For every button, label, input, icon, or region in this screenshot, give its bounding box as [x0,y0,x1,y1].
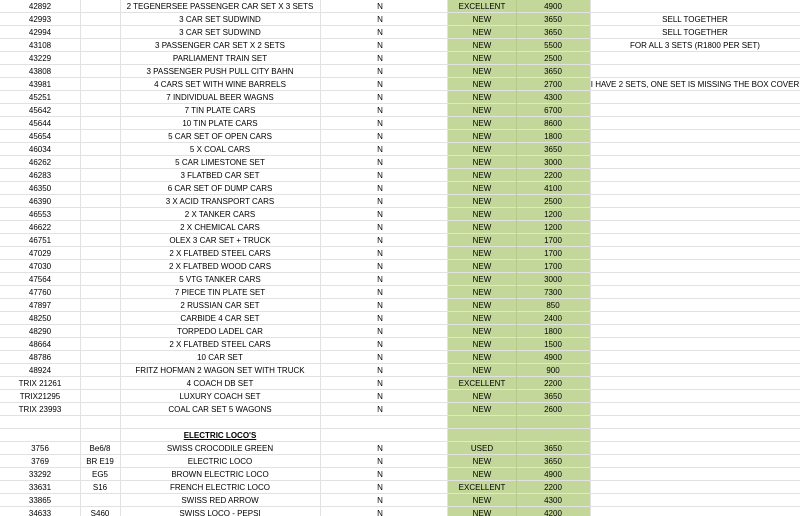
condition-cell[interactable]: NEW [448,208,516,221]
description-cell[interactable]: FRITZ HOFMAN 2 WAGON SET WITH TRUCK [135,366,305,375]
price-cell[interactable]: 4900 [516,0,590,13]
item-code-cell[interactable]: 33865 [28,496,52,505]
price-cell[interactable]: 2600 [516,403,590,416]
price-cell[interactable]: 4900 [516,468,590,481]
condition-cell[interactable]: NEW [448,260,516,273]
condition-cell[interactable]: NEW [448,221,516,234]
price-cell[interactable]: 8600 [516,117,590,130]
condition-cell[interactable]: NEW [448,143,516,156]
description-cell[interactable]: CARBIDE 4 CAR SET [180,314,260,323]
condition-cell[interactable]: NEW [448,169,516,182]
flag-cell[interactable]: N [377,379,383,388]
condition-cell[interactable]: EXCELLENT [448,377,516,390]
flag-cell[interactable]: N [377,496,383,505]
description-cell[interactable]: 4 CARS SET WITH WINE BARRELS [154,80,286,89]
note-cell[interactable]: SELL TOGETHER [662,28,728,37]
item-code-cell[interactable]: 43108 [28,41,52,50]
description-cell[interactable]: ELECTRIC LOCO [187,457,253,466]
condition-cell[interactable]: NEW [448,338,516,351]
condition-cell[interactable]: NEW [448,130,516,143]
item-code-cell[interactable]: 46390 [28,197,52,206]
description-cell[interactable]: 2 X CHEMICAL CARS [180,223,260,232]
price-cell[interactable]: 1500 [516,338,590,351]
condition-cell[interactable]: NEW [448,234,516,247]
loco-type-cell[interactable]: S16 [92,483,108,492]
price-cell[interactable]: 1800 [516,130,590,143]
flag-cell[interactable]: N [377,470,383,479]
price-cell[interactable]: 4300 [516,91,590,104]
flag-cell[interactable]: N [377,314,383,323]
price-cell[interactable]: 7300 [516,286,590,299]
column-gridline [590,0,591,516]
price-cell[interactable]: 5500 [516,39,590,52]
description-cell[interactable]: 3 PASSENGER CAR SET X 2 SETS [155,41,285,50]
description-cell[interactable]: 3 FLATBED CAR SET [180,171,260,180]
column-gridline [120,0,121,516]
price-cell[interactable]: 1700 [516,234,590,247]
loco-type-cell[interactable]: BR E19 [86,457,114,466]
price-cell[interactable]: 850 [516,299,590,312]
description-cell[interactable]: 5 CAR SET OF OPEN CARS [168,132,272,141]
price-cell[interactable]: 3650 [516,455,590,468]
description-cell[interactable]: 5 CAR LIMESTONE SET [175,158,265,167]
item-code-cell[interactable]: 48664 [28,340,52,349]
price-cell[interactable]: 2200 [516,377,590,390]
condition-cell[interactable]: NEW [448,312,516,325]
item-code-cell[interactable]: TRIX21295 [19,392,61,401]
condition-cell[interactable]: NEW [448,494,516,507]
flag-cell[interactable]: N [377,132,383,141]
item-code-cell[interactable]: 47564 [28,275,52,284]
flag-cell[interactable]: N [377,262,383,271]
item-code-cell[interactable]: 45251 [28,93,52,102]
condition-cell[interactable]: NEW [448,507,516,516]
column-gridline [320,0,321,516]
price-cell[interactable]: 2200 [516,169,590,182]
note-cell[interactable]: FOR ALL 3 SETS (R1800 PER SET) [630,41,760,50]
condition-cell[interactable]: NEW [448,273,516,286]
price-cell[interactable]: 6700 [516,104,590,117]
description-cell[interactable]: 3 PASSENGER PUSH PULL CITY BAHN [146,67,294,76]
description-cell[interactable]: 2 RUSSIAN CAR SET [180,301,260,310]
item-code-cell[interactable]: 34633 [28,509,52,516]
price-cell[interactable]: 3650 [516,143,590,156]
condition-cell[interactable]: NEW [448,403,516,416]
price-cell[interactable]: 1200 [516,208,590,221]
condition-cell[interactable]: NEW [448,364,516,377]
item-code-cell[interactable]: 33292 [28,470,52,479]
price-cell[interactable]: 2500 [516,195,590,208]
item-code-cell[interactable]: 3756 [31,444,49,453]
description-cell[interactable]: LUXURY COACH SET [179,392,261,401]
price-cell[interactable]: 3000 [516,156,590,169]
flag-cell[interactable]: N [377,41,383,50]
description-cell[interactable]: 7 TIN PLATE CARS [184,106,256,115]
flag-cell[interactable]: N [377,340,383,349]
note-cell[interactable]: I HAVE 2 SETS, ONE SET IS MISSING THE BOX COVER [590,80,800,89]
section-title[interactable]: ELECTRIC LOCO'S [183,431,257,440]
item-code-cell[interactable]: 48250 [28,314,52,323]
item-code-cell[interactable]: 45654 [28,132,52,141]
loco-type-cell[interactable]: EG5 [91,470,108,479]
flag-cell[interactable]: N [377,327,383,336]
flag-cell[interactable]: N [377,366,383,375]
flag-cell[interactable]: N [377,275,383,284]
description-cell[interactable]: OLEX 3 CAR SET + TRUCK [169,236,271,245]
price-cell[interactable]: 900 [516,364,590,377]
price-cell[interactable]: 2200 [516,481,590,494]
item-code-cell[interactable]: 46262 [28,158,52,167]
flag-cell[interactable]: N [377,457,383,466]
item-code-cell[interactable]: 45642 [28,106,52,115]
condition-cell[interactable]: NEW [448,52,516,65]
condition-cell[interactable]: NEW [448,325,516,338]
flag-cell[interactable]: N [377,353,383,362]
flag-cell[interactable]: N [377,236,383,245]
price-cell[interactable]: 3000 [516,273,590,286]
item-code-cell[interactable]: 46622 [28,223,52,232]
flag-cell[interactable]: N [377,106,383,115]
price-cell[interactable]: 2500 [516,52,590,65]
description-cell[interactable]: BROWN ELECTRIC LOCO [171,470,269,479]
item-code-cell[interactable]: 47030 [28,262,52,271]
item-code-cell[interactable]: 33631 [28,483,52,492]
price-cell[interactable]: 1200 [516,221,590,234]
price-cell[interactable]: 4300 [516,494,590,507]
flag-cell[interactable]: N [377,509,383,516]
condition-cell[interactable]: EXCELLENT [448,481,516,494]
condition-cell[interactable]: EXCELLENT [448,0,516,13]
flag-cell[interactable]: N [377,158,383,167]
flag-cell[interactable]: N [377,184,383,193]
description-cell[interactable]: TORPEDO LADEL CAR [177,327,263,336]
flag-cell[interactable]: N [377,2,383,11]
column-gridline [447,0,448,516]
flag-cell[interactable]: N [377,28,383,37]
condition-cell[interactable]: NEW [448,26,516,39]
flag-cell[interactable]: N [377,444,383,453]
description-cell[interactable]: 6 CAR SET OF DUMP CARS [167,184,273,193]
description-cell[interactable]: 3 CAR SET SUDWIND [179,28,261,37]
price-cell[interactable]: 1700 [516,247,590,260]
flag-cell[interactable]: N [377,145,383,154]
description-cell[interactable]: 10 CAR SET [197,353,243,362]
item-code-cell[interactable]: 43229 [28,54,52,63]
condition-cell[interactable]: NEW [448,104,516,117]
description-cell[interactable]: 5 VTG TANKER CARS [179,275,261,284]
description-cell[interactable]: 2 X TANKER CARS [184,210,256,219]
item-code-cell[interactable]: 48786 [28,353,52,362]
price-cell[interactable]: 4900 [516,351,590,364]
item-code-cell[interactable]: 46283 [28,171,52,180]
item-code-cell[interactable]: 46350 [28,184,52,193]
column-gridline [80,0,81,516]
price-cell[interactable]: 3650 [516,390,590,403]
condition-cell[interactable]: NEW [448,299,516,312]
item-code-cell[interactable]: TRIX 21261 [18,379,62,388]
item-code-cell[interactable]: 47029 [28,249,52,258]
note-cell[interactable] [590,507,800,516]
flag-cell[interactable]: N [377,301,383,310]
price-cell[interactable]: 3650 [516,26,590,39]
item-code-cell[interactable]: 46751 [28,236,52,245]
item-code-cell[interactable]: 3769 [31,457,49,466]
condition-cell[interactable]: NEW [448,468,516,481]
condition-cell[interactable]: NEW [448,65,516,78]
description-cell[interactable]: 2 X FLATBED WOOD CARS [168,262,272,271]
flag-cell[interactable]: N [377,80,383,89]
description-cell[interactable]: 10 TIN PLATE CARS [182,119,258,128]
loco-type-cell[interactable]: S460 [90,509,110,516]
description-cell[interactable]: SWISS RED ARROW [181,496,259,505]
condition-cell[interactable]: NEW [448,455,516,468]
condition-cell[interactable]: NEW [448,390,516,403]
item-code-cell[interactable]: 46034 [28,145,52,154]
price-cell[interactable]: 4100 [516,182,590,195]
description-cell[interactable]: 4 COACH DB SET [186,379,254,388]
price-cell[interactable]: 4200 [516,507,590,516]
flag-cell[interactable]: N [377,223,383,232]
description-cell[interactable]: 7 PIECE TIN PLATE SET [174,288,266,297]
condition-cell[interactable]: NEW [448,117,516,130]
flag-cell[interactable]: N [377,197,383,206]
loco-type-cell[interactable]: Be6/8 [89,444,111,453]
condition-cell[interactable]: NEW [448,195,516,208]
item-code-cell[interactable]: 48924 [28,366,52,375]
item-code-cell[interactable]: 42994 [28,28,52,37]
description-cell[interactable]: 7 INDIVIDUAL BEER WAGNS [166,93,274,102]
condition-cell[interactable]: USED [448,442,516,455]
item-code-cell[interactable]: 47897 [28,301,52,310]
note-cell[interactable]: SELL TOGETHER [662,15,728,24]
flag-cell[interactable]: N [377,392,383,401]
condition-cell[interactable]: NEW [448,182,516,195]
description-cell[interactable]: 3 X ACID TRANSPORT CARS [165,197,275,206]
item-code-cell[interactable]: 46553 [28,210,52,219]
description-cell[interactable]: 2 X FLATBED STEEL CARS [169,249,271,258]
item-code-cell[interactable]: 42892 [28,2,52,11]
description-cell[interactable]: 2 TEGENERSEE PASSENGER CAR SET X 3 SETS [126,2,314,11]
flag-cell[interactable]: N [377,483,383,492]
flag-cell[interactable]: N [377,54,383,63]
flag-cell[interactable]: N [377,67,383,76]
flag-cell[interactable]: N [377,15,383,24]
description-cell[interactable]: FRENCH ELECTRIC LOCO [169,483,270,492]
description-cell[interactable]: SWISS LOCO - PEPSI [179,509,261,516]
item-code-cell[interactable]: 43981 [28,80,52,89]
price-cell[interactable]: 2700 [516,78,590,91]
flag-cell[interactable]: N [377,405,383,414]
condition-cell[interactable]: NEW [448,91,516,104]
condition-cell[interactable]: NEW [448,247,516,260]
item-code-cell[interactable]: 47760 [28,288,52,297]
item-code-cell[interactable]: 42993 [28,15,52,24]
flag-cell[interactable]: N [377,249,383,258]
price-cell[interactable]: 2400 [516,312,590,325]
price-cell[interactable]: 3650 [516,13,590,26]
condition-cell[interactable]: NEW [448,39,516,52]
flag-cell[interactable]: N [377,210,383,219]
item-code-cell[interactable]: 48290 [28,327,52,336]
condition-cell[interactable]: NEW [448,351,516,364]
condition-cell[interactable]: NEW [448,78,516,91]
flag-cell[interactable]: N [377,93,383,102]
description-cell[interactable]: 3 CAR SET SUDWIND [179,15,261,24]
condition-cell[interactable]: NEW [448,13,516,26]
column-gridline [516,0,517,516]
item-code-cell[interactable]: TRIX 23993 [18,405,62,414]
price-cell[interactable]: 3650 [516,442,590,455]
flag-cell[interactable]: N [377,288,383,297]
condition-cell[interactable]: NEW [448,286,516,299]
price-cell[interactable]: 3650 [516,65,590,78]
flag-cell[interactable]: N [377,171,383,180]
description-cell[interactable]: 5 X COAL CARS [189,145,251,154]
price-cell[interactable]: 1700 [516,260,590,273]
flag-cell[interactable]: N [377,119,383,128]
item-code-cell[interactable]: 45644 [28,119,52,128]
description-cell[interactable]: SWISS CROCODILE GREEN [166,444,274,453]
price-cell[interactable]: 1800 [516,325,590,338]
description-cell[interactable]: PARLIAMENT TRAIN SET [172,54,268,63]
description-cell[interactable]: COAL CAR SET 5 WAGONS [168,405,272,414]
condition-cell[interactable]: NEW [448,156,516,169]
description-cell[interactable]: 2 X FLATBED STEEL CARS [169,340,271,349]
item-code-cell[interactable]: 43808 [28,67,52,76]
